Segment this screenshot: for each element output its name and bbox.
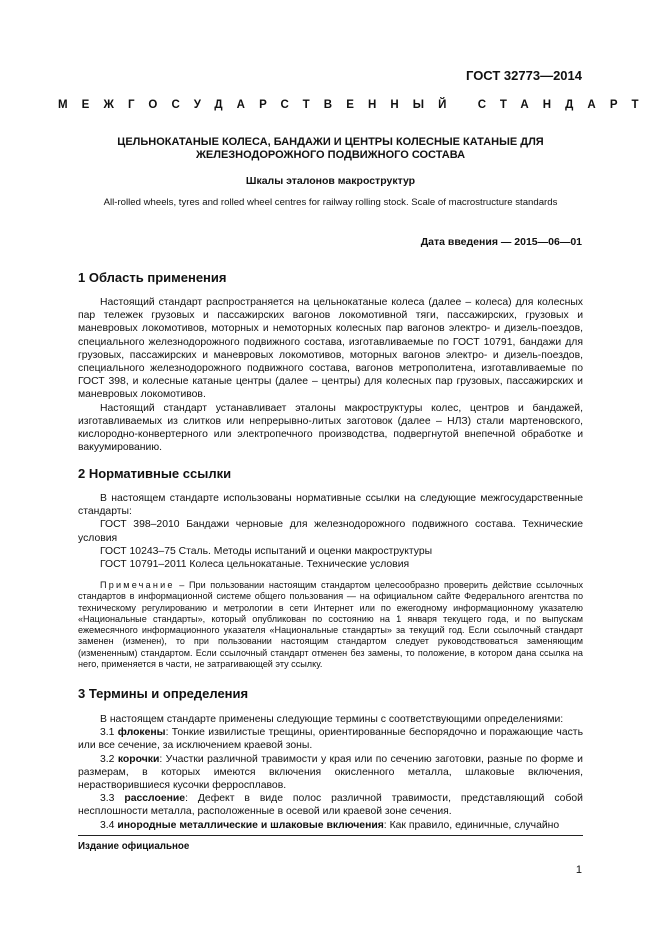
document-subtitle: Шкалы эталонов макроструктур (245, 175, 416, 187)
term: флокены (117, 727, 166, 739)
section-3-heading: 3 Термины и определения (78, 686, 249, 701)
document-title (70, 136, 591, 162)
section-1-body (78, 296, 583, 454)
term-definition: 3.3 расслоение: Дефект в виде полос различной травимости, представляющий собой несплошности металла, расположенные в осевой или краевой зоне сечения. (78, 793, 583, 818)
page-number: 1 (575, 864, 582, 876)
section-2-heading: 2 Нормативные ссылки (78, 466, 232, 481)
term-definition: 3.2 корочки: Участки различной травимости у края или по сечению заготовки, разные по форме и размерам, в которых имеются включения окисленного металла, шлаковые включения, нерастворившиеся кусочки ферросплавов. (78, 753, 583, 792)
section-3-body (78, 713, 583, 832)
reference-item: ГОСТ 10243–75 Сталь. Методы испытаний и оценки макроструктуры (100, 545, 433, 557)
note-text: – При пользовании настоящим стандартом целесообразно проверить действие ссылочных стандартов в информационной системе общего пользования — на официальном сайте Федерального агентства по техническому регулированию и метрологии в сети Интернет или по ежегодному информационному указателю «Национальные стандарты», который опубликован по состоянию на 1 января текущего года, и по выпускам ежемесячного информационного указателя «Национальные стандарты» за текущий год. Если ссылочный стандарт заменен (изменен), то при пользовании настоящим стандартом следует руководствоваться заменяющим (измененным) стандартом. Если ссылочный стандарт отменен без замены, то положение, в котором дана ссылка на него, применяется в части, не затрагивающей эту ссылку. (78, 580, 583, 670)
english-title: All-rolled wheels, tyres and rolled wheel centres for railway rolling stock. Scale of macrostructure standards (103, 197, 558, 208)
note-block (78, 580, 583, 670)
reference-item: ГОСТ 398–2010 Бандажи черновые для железнодорожного подвижного состава. Технические условия (78, 519, 583, 544)
section-2-body (78, 492, 583, 571)
term: расслоение (124, 793, 186, 805)
reference-item: ГОСТ 10791–2011 Колеса цельнокатаные. Технические условия (100, 559, 410, 571)
title-line-1: ЦЕЛЬНОКАТАНЫЕ КОЛЕСА, БАНДАЖИ И ЦЕНТРЫ КОЛЕСНЫЕ КАТАНЫЕ ДЛЯ (117, 136, 544, 148)
section-1-heading: 1 Область применения (78, 270, 227, 285)
term: инородные металлические и шлаковые включения (117, 819, 384, 831)
note-label: Примечание (100, 580, 175, 590)
official-edition-label: Издание официальное (78, 841, 190, 852)
term: корочки (117, 753, 160, 765)
term-definition: 3.4 инородные металлические и шлаковые включения: Как правило, единичные, случайно (100, 819, 560, 831)
standard-code: ГОСТ 32773—2014 (466, 68, 582, 83)
term-definition: 3.1 флокены: Тонкие извилистые трещины, ориентированные беспорядочно и поражающие часть или все сечение, за исключением краевой зоны. (78, 727, 583, 752)
paragraph: Настоящий стандарт устанавливает эталоны макроструктуры колес, центров и бандажей, изготавливаемых из слитков или непрерывно-литых заготовок (далее – НЛЗ) стали мартеновского, кислородно-конвертерного или электропечного производства, подвергнутой внепечной обработке и вакуумированию. (78, 402, 583, 454)
paragraph: В настоящем стандарте применены следующие термины с соответствующими определениями: (100, 714, 564, 725)
paragraph: В настоящем стандарте использованы нормативные ссылки на следующие межгосударственные стандарты: (78, 493, 583, 518)
interstate-standard-label: МЕЖГОСУДАРСТВЕННЫЙ СТАНДАРТ (58, 99, 653, 111)
introduction-date: Дата введения — 2015—06—01 (420, 236, 582, 248)
footer-divider (78, 835, 583, 836)
title-line-2: ЖЕЛЕЗНОДОРОЖНОГО ПОДВИЖНОГО СОСТАВА (195, 149, 466, 161)
paragraph: Настоящий стандарт распространяется на цельнокатаные колеса (далее – колеса) для колесных пар тележек грузовых и пассажирских вагонов локомотивной тяги, пассажирских, грузовых и маневровых локомотивов, моторных и немоторных колесных пар вагонов электро- и дизель-поездов, специального железнодорожного подвижного состава, изготавливаемые по ГОСТ 10791, бандажи для грузовых, пассажирских и маневровых локомотивов, моторных вагонов электро- и дизель-поездов, специального железнодорожного подвижного состава, вагонов метрополитена, изготавливаемые по ГОСТ 398, и колесные катаные центры (далее – центры) для колесных пар грузовых, пассажирских и маневровых локомотивов. (78, 297, 583, 401)
